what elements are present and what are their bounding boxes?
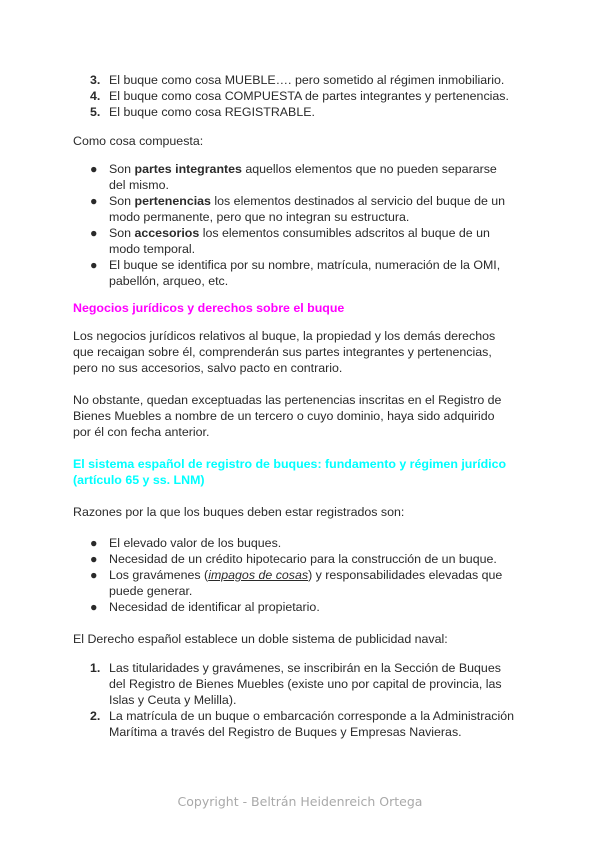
list-text: El buque como cosa REGISTRABLE. xyxy=(109,105,315,119)
list-text: Las titularidades y gravámenes, se inscribirán en la Sección de Buques del Registro de Bienes Muebles (existe uno por capital de provincia, las Islas y Ceuta y Melilla). xyxy=(109,661,502,707)
bullet-icon: ● xyxy=(90,226,98,240)
bullet-icon: ● xyxy=(90,536,98,550)
list-number: 1. xyxy=(90,661,101,675)
list-item: ● Son partes integrantes aquellos elementos que no pueden separarse del mismo. xyxy=(90,162,497,192)
list-number: 3. xyxy=(90,73,101,87)
list-text: El buque como cosa COMPUESTA de partes integrantes y pertenencias. xyxy=(109,89,509,103)
term-bold: pertenencias xyxy=(134,194,211,208)
razones-bullet-list xyxy=(73,535,514,615)
doble-intro: El Derecho español establece un doble sistema de publicidad naval: xyxy=(73,632,448,646)
bullet-icon: ● xyxy=(90,600,98,614)
razones-intro: Razones por la que los buques deben estar registrados son: xyxy=(73,505,405,519)
list-item: ● Son pertenencias los elementos destinados al servicio del buque de un modo permanente, pero que no integran su estructura. xyxy=(90,194,506,224)
numbered-list-doble xyxy=(73,660,514,740)
list-item xyxy=(73,88,514,104)
list-number: 4. xyxy=(90,89,101,103)
paragraph: Los negocios jurídicos relativos al buque, la propiedad y los demás derechos que recaigan sobre él, comprenderán sus partes integrantes y pertenencias, pero no sus accesorios, salvo pacto en contrario. xyxy=(73,329,496,375)
section-heading-negocios: Negocios jurídicos y derechos sobre el buque xyxy=(73,301,345,315)
bullet-icon: ● xyxy=(90,258,98,272)
list-item: ● El buque se identifica por su nombre, matrícula, numeración de la OMI, pabellón, arqueo, etc. xyxy=(90,258,501,288)
list-item: ● El elevado valor de los buques. xyxy=(90,536,282,550)
list-item: ● Necesidad de un crédito hipotecario para la construcción de un buque. xyxy=(90,552,497,566)
list-item xyxy=(73,72,514,88)
list-item: ● Son accesorios los elementos consumibles adscritos al buque de un modo temporal. xyxy=(90,226,490,256)
list-item: ● Necesidad de identificar al propietario. xyxy=(90,600,320,614)
term-bold: accesorios xyxy=(134,226,200,240)
emphasis-text: impagos de cosas xyxy=(208,568,309,582)
list-text: La matrícula de un buque o embarcación corresponde a la Administración Marítima a través del Registro de Buques y Empresas Navieras. xyxy=(109,709,515,739)
list-item xyxy=(73,660,514,708)
compuesta-bullet-list xyxy=(73,161,514,289)
numbered-list-top xyxy=(73,72,514,120)
list-item xyxy=(73,708,514,740)
list-number: 2. xyxy=(90,709,101,723)
list-number: 5. xyxy=(90,105,101,119)
list-item: ● Los gravámenes (impagos de cosas) y responsabilidades elevadas que puede generar. xyxy=(90,568,503,598)
list-item xyxy=(73,104,514,120)
term-bold: partes integrantes xyxy=(134,162,242,176)
compuesta-intro: Como cosa compuesta: xyxy=(73,134,204,148)
bullet-icon: ● xyxy=(90,552,98,566)
list-text: El buque como cosa MUEBLE…. pero sometido al régimen inmobiliario. xyxy=(109,73,505,87)
paragraph: No obstante, quedan exceptuadas las pertenencias inscritas en el Registro de Bienes Muebles a nombre de un tercero o cuyo dominio, haya sido adquirido por él con fecha anterior. xyxy=(73,393,502,439)
bullet-icon: ● xyxy=(90,568,98,582)
copyright-footer: Copyright - Beltrán Heidenreich Ortega xyxy=(177,794,423,809)
section-heading-sistema: El sistema español de registro de buques: fundamento y régimen jurídico (artículo 65 y ss. LNM) xyxy=(73,457,507,487)
bullet-icon: ● xyxy=(90,162,98,176)
bullet-icon: ● xyxy=(90,194,98,208)
